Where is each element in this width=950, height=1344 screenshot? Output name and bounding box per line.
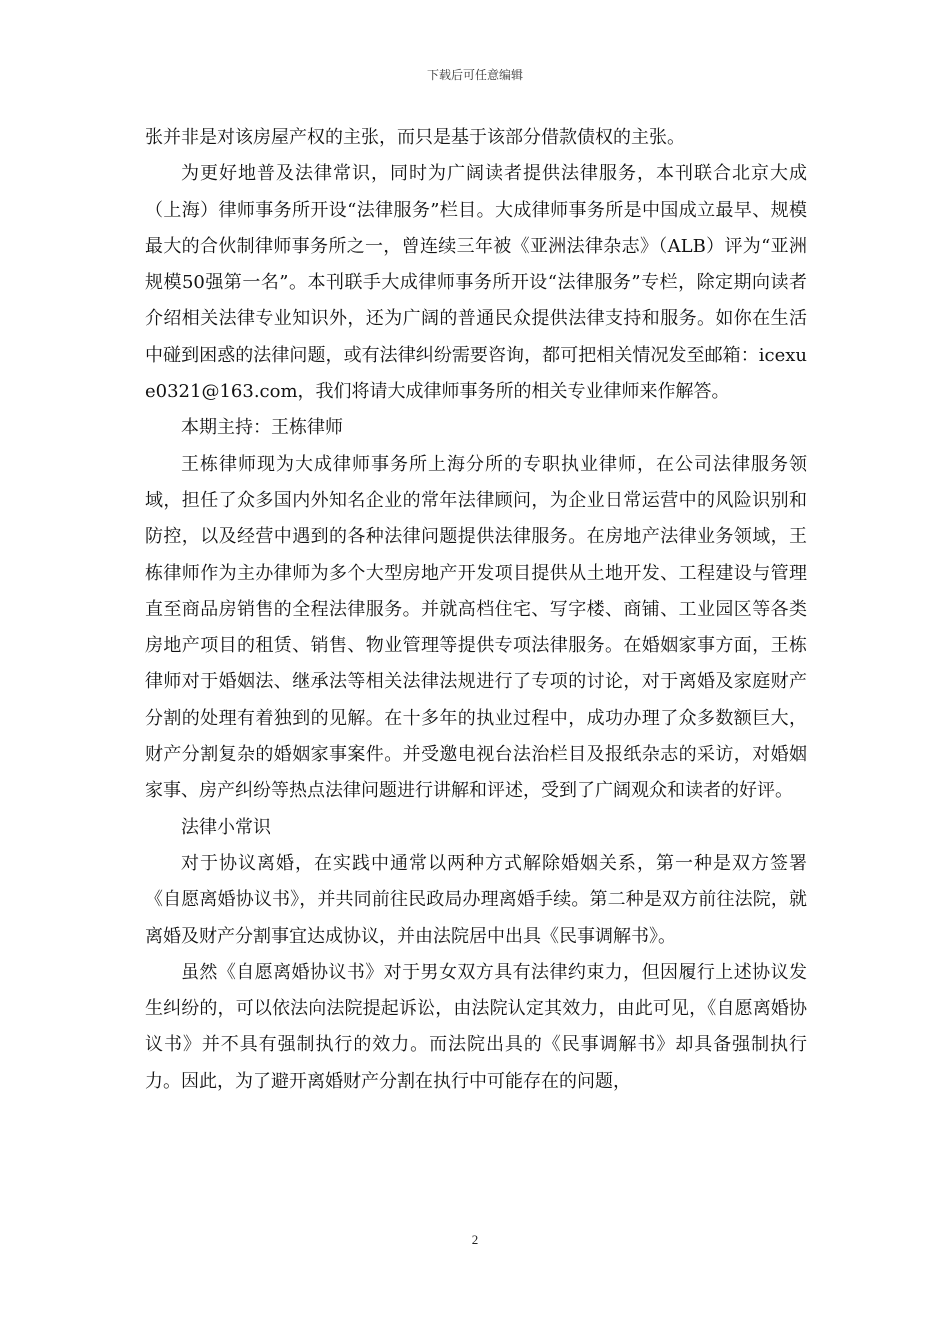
page-header: 下载后可任意编辑 — [426, 68, 523, 82]
page-number: 2 — [471, 1232, 479, 1247]
paragraph-enforcement: 虽然《自愿离婚协议书》对于男女双方具有法律约束力，但因履行上述协议发生纠纷的，可以依法向法院提起诉讼，由法院认定其效力，由此可见，《自愿离婚协议书》并不具有强制执行的效力。而法院出具的《民事调解书》却具备强制执行力。因此，为了避开离婚财产分割在执行中可能存在的问题， — [145, 961, 807, 1092]
document-body — [145, 120, 807, 1100]
paragraph-column-intro: 为更好地普及法律常识，同时为广阔读者提供法律服务，本刊联合北京大成（上海）律师事务所开设“法律服务”栏目。大成律师事务所是中国成立最早、规模最大的合伙制律师事务所之一，曾连续三年被《亚洲法律杂志》（ALB）评为“亚洲规模50强第一名”。本刊联手大成律师事务所开设“法律服务”专栏，除定期向读者介绍相关法律专业知识外，还为广阔的普通民众提供法律支持和服务。如你在生活中碰到困惑的法律问题，或有法律纠纷需要咨询，都可把相关情况发至邮箱：icexue0321@163.com，我们将请大成律师事务所的相关专业律师来作解答。 — [145, 163, 807, 403]
section-heading-legal-tips: 法律小常识 — [181, 816, 271, 838]
paragraph-lawyer-bio: 王栋律师现为大成律师事务所上海分所的专职执业律师，在公司法律服务领域，担任了众多国内外知名企业的常年法律顾问，为企业日常运营中的风险识别和防控，以及经营中遇到的各种法律问题提供法律服务。在房地产法律业务领域，王栋律师作为主办律师为多个大型房地产开发项目提供从土地开发、工程建设与管理直至商品房销售的全程法律服务。并就高档住宅、写字楼、商铺、工业园区等各类房地产项目的租赁、销售、物业管理等提供专项法律服务。在婚姻家事方面，王栋律师对于婚姻法、继承法等相关法律法规进行了专项的讨论，对于离婚及家庭财产分割的处理有着独到的见解。在十多年的执业过程中，成功办理了众多数额巨大，财产分割复杂的婚姻家事案件。并受邀电视台法治栏目及报纸杂志的采访，对婚姻家事、房产纠纷等热点法律问题进行讲解和评述，受到了广阔观众和读者的好评。 — [145, 453, 807, 802]
paragraph-continuation: 张并非是对该房屋产权的主张，而只是基于该部分借款债权的主张。 — [145, 127, 685, 148]
paragraph-agreement-divorce: 对于协议离婚，在实践中通常以两种方式解除婚姻关系，第一种是双方签署《自愿离婚协议书》，并共同前往民政局办理离婚手续。第二种是双方前往法院，就离婚及财产分割事宜达成协议，并由法院居中出具《民事调解书》。 — [145, 852, 807, 947]
paragraph-host-heading: 本期主持：王栋律师 — [181, 417, 343, 439]
